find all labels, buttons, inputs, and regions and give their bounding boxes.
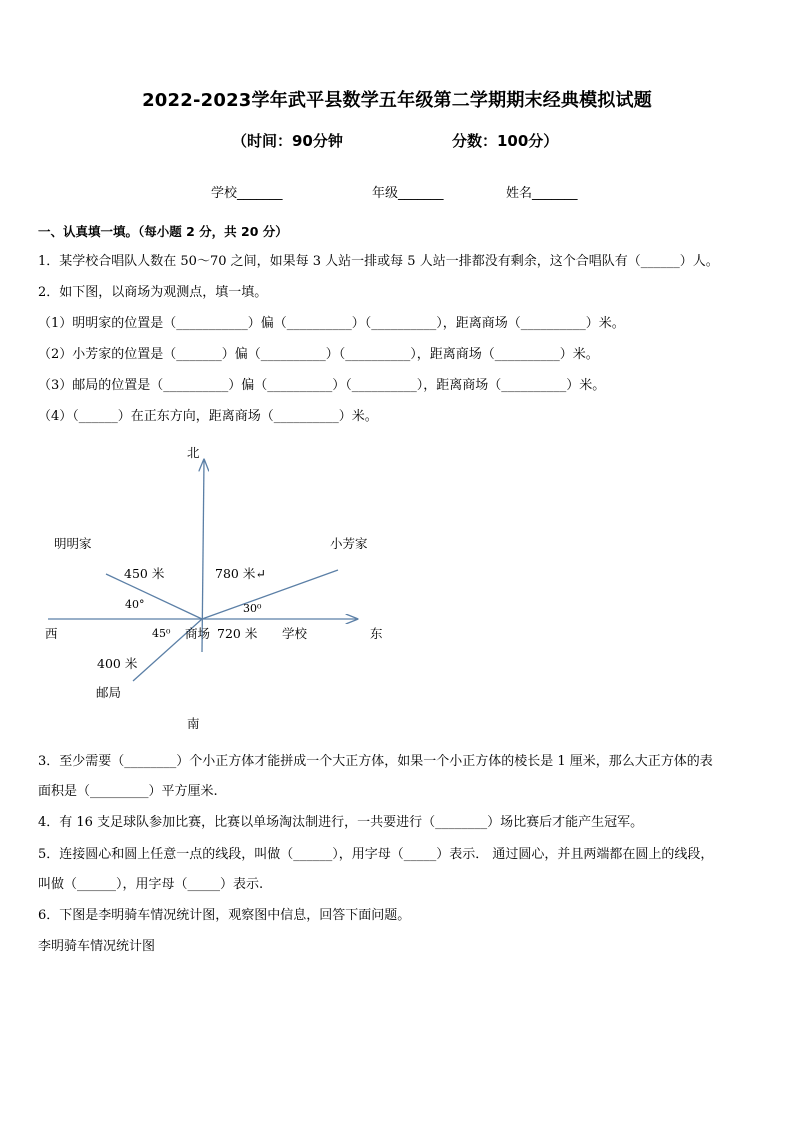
distance-mingming: 450 米 (124, 566, 165, 581)
question-6: 6．下图是李明骑车情况统计图，观察图中信息，回答下面问题。 (38, 908, 411, 923)
page-title: 2022-2023学年武平县数学五年级第二学期期末经典模拟试题 (142, 90, 652, 111)
south-label: 南 (187, 716, 200, 731)
angle-45: 45⁰ (152, 627, 171, 640)
question-4: 4．有 16 支足球队参加比赛，比赛以单场淘汰制进行，一共要进行（________）场比赛后才能产生冠军。 (38, 815, 644, 830)
xiaofang-label: 小芳家 (330, 536, 368, 551)
question-5-line-1: 5．连接圆心和圆上任意一点的线段，叫做（______），用字母（_____）表示． 通过圆心，并且两端都在圆上的线段， (38, 847, 714, 862)
school-label: 学校 (282, 626, 308, 641)
distance-school: 720 米 (217, 626, 258, 641)
exam-score: 分数：100分） (452, 132, 559, 150)
angle-30: 30⁰ (243, 602, 262, 615)
name-field: 姓名_______ (506, 186, 578, 201)
east-label: 东 (370, 626, 383, 641)
question-3-line-1: 3．至少需要（________）个小正方体才能拼成一个大正方体，如果一个小正方体的棱长是 1 厘米，那么大正方体的表 (38, 754, 713, 769)
question-2-4: （4）（______）在正东方向，距离商场（__________）米。 (38, 409, 378, 424)
distance-post: 400 米 (97, 656, 138, 671)
exam-time: （时间：90分钟 (232, 132, 343, 150)
north-axis (202, 460, 204, 652)
distance-xiaofang: 780 米↵ (215, 566, 266, 581)
question-3-line-2: 面积是（_________）平方厘米. (38, 784, 218, 799)
direction-diagram (0, 440, 420, 740)
question-1: 1．某学校合唱队人数在 50～70 之间，如果每 3 人站一排或每 5 人站一排都没有剩余，这个合唱队有（______）人。 (38, 254, 719, 269)
grade-field: 年级_______ (372, 186, 444, 201)
section-heading: 一、认真填一填。（每小题 2 分，共 20 分） (38, 224, 288, 239)
question-2: 2．如下图，以商场为观测点，填一填。 (38, 285, 268, 300)
question-5-line-2: 叫做（______），用字母（_____）表示. (38, 877, 264, 892)
north-label: 北 (187, 445, 200, 460)
west-label: 西 (45, 626, 58, 641)
question-2-3: （3）邮局的位置是（__________）偏（__________）（__________），距离商场（__________）米。 (38, 378, 606, 393)
question-2-2: （2）小芳家的位置是（_______）偏（__________）（__________），距离商场（__________）米。 (38, 347, 599, 362)
question-2-1: （1）明明家的位置是（___________）偏（__________）（__________），距离商场（__________）米。 (38, 316, 625, 331)
mall-label: 商场 (185, 626, 211, 641)
post-office-label: 邮局 (96, 685, 122, 700)
school-field: 学校_______ (211, 186, 283, 201)
angle-40: 40° (125, 598, 145, 611)
mingming-label: 明明家 (54, 536, 92, 551)
chart-caption: 李明骑车情况统计图 (38, 939, 156, 954)
